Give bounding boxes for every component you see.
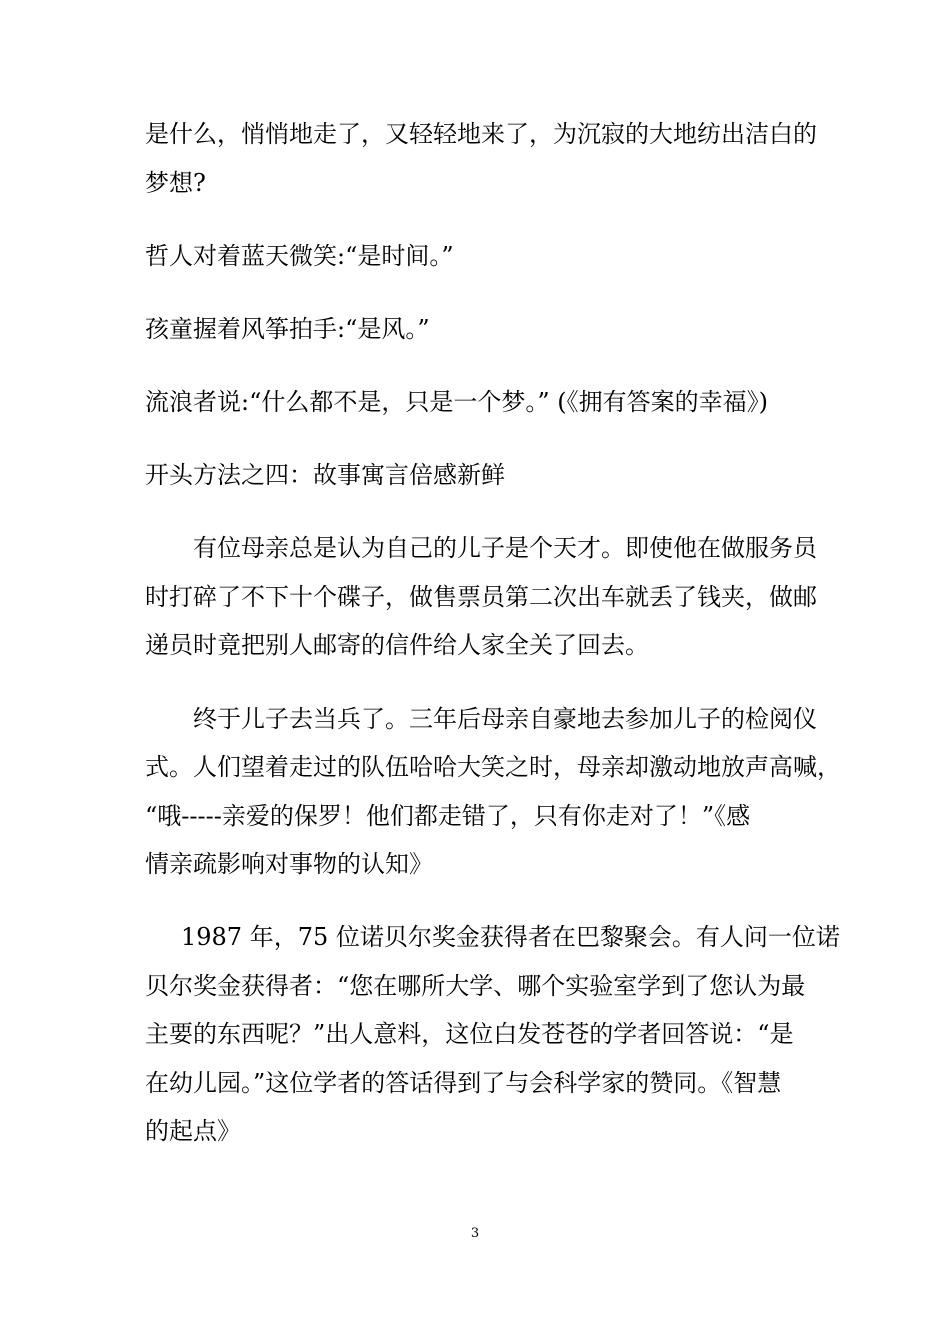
- text-line: 的起点》: [145, 1117, 241, 1145]
- text-line: 终于儿子去当兵了。三年后母亲自豪地去参加儿子的检阅仪: [193, 705, 817, 733]
- text-line: 流浪者说:“什么都不是，只是一个梦。” (《拥有答案的幸福》): [145, 388, 768, 416]
- text-line: 主要的东西呢？”出人意料，这位白发苍苍的学者回答说：“是: [145, 1020, 794, 1048]
- text-line: “哦-----亲爱的保罗！他们都走错了，只有你走对了！”《感: [145, 802, 751, 830]
- text-line: 式。人们望着走过的队伍哈哈大笑之时，母亲却激动地放声高喊，: [145, 753, 841, 781]
- text-line: 梦想?: [145, 169, 206, 197]
- text-line: 情亲疏影响对事物的认知》: [145, 850, 433, 878]
- text-line: 贝尔奖金获得者：“您在哪所大学、哪个实验室学到了您认为最: [145, 972, 806, 1000]
- text-line: 孩童握着风筝拍手:“是风。”: [145, 315, 430, 343]
- text-line: 有位母亲总是认为自己的儿子是个天才。即使他在做服务员: [193, 534, 817, 562]
- text-line: 在幼儿园。”这位学者的答话得到了与会科学家的赞同。《智慧: [145, 1069, 782, 1097]
- section-heading: 开头方法之四：故事寓言倍感新鲜: [145, 461, 505, 489]
- text-line: 1987 年，75 位诺贝尔奖金获得者在巴黎聚会。有人问一位诺: [181, 923, 840, 951]
- page-number: 3: [470, 1226, 480, 1241]
- text-line: 是什么，悄悄地走了，又轻轻地来了，为沉寂的大地纺出洁白的: [145, 120, 817, 148]
- text-line: 递员时竟把别人邮寄的信件给人家全关了回去。: [145, 631, 649, 659]
- text-line: 哲人对着蓝天微笑:“是时间。”: [145, 242, 454, 270]
- text-line: 时打碎了不下十个碟子，做售票员第二次出车就丢了钱夹，做邮: [145, 583, 817, 611]
